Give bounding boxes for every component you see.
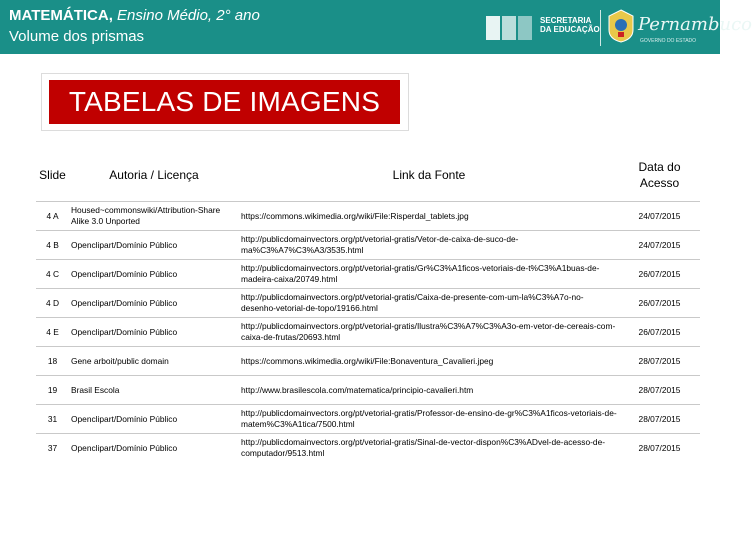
cell-link[interactable]: http://publicdomainvectors.org/pt/vetorial-gratis/Vetor-de-caixa-de-suco-de-ma%C3%A7%C3%A3/3535.html <box>239 231 619 260</box>
table-row <box>36 405 700 434</box>
cell-author: Openclipart/Domínio Público <box>69 289 239 318</box>
cell-date: 28/07/2015 <box>619 347 700 376</box>
header-slide: Slide <box>39 167 66 182</box>
cell-author: Openclipart/Domínio Público <box>69 318 239 347</box>
secretaria-line1: SECRETARIA <box>540 16 592 25</box>
page-title: TABELAS DE IMAGENS <box>68 86 381 117</box>
cell-slide: 31 <box>36 405 69 434</box>
cell-slide: 37 <box>36 434 69 463</box>
image-references-table <box>36 148 700 462</box>
table-row <box>36 347 700 376</box>
cell-link[interactable]: https://commons.wikimedia.org/wiki/File:Bonaventura_Cavalieri.jpeg <box>239 347 619 376</box>
secretaria-logo-text <box>540 16 600 34</box>
cell-author: Gene arboit/public domain <box>69 347 239 376</box>
header-course-line <box>9 7 260 24</box>
cell-date: 26/07/2015 <box>619 260 700 289</box>
state-logo-subtext: GOVERNO DO ESTADO <box>640 38 697 44</box>
cell-date: 26/07/2015 <box>619 318 700 347</box>
header-link: Link da Fonte <box>392 167 466 182</box>
cell-author: Openclipart/Domínio Público <box>69 231 239 260</box>
cell-author: Openclipart/Domínio Público <box>69 260 239 289</box>
cell-author: Openclipart/Domínio Público <box>69 434 239 463</box>
table-row <box>36 289 700 318</box>
page-header <box>0 0 752 54</box>
cell-slide: 4 A <box>36 202 69 231</box>
table-row <box>36 231 700 260</box>
cell-date: 28/07/2015 <box>619 376 700 405</box>
cell-link[interactable]: http://publicdomainvectors.org/pt/vetorial-gratis/Gr%C3%A1ficos-vetoriais-de-t%C3%A1buas-de-madeira-caixa/20749.html <box>239 260 619 289</box>
cell-link[interactable]: http://publicdomainvectors.org/pt/vetorial-gratis/Professor-de-ensino-de-gr%C3%A1ficos-vetoriais-de-matem%C3%A1tica/7500.html <box>239 405 619 434</box>
logo-divider <box>600 10 601 46</box>
cell-date: 24/07/2015 <box>619 202 700 231</box>
cell-date: 24/07/2015 <box>619 231 700 260</box>
cell-slide: 19 <box>36 376 69 405</box>
header-level: Ensino Médio, 2° ano <box>117 7 260 24</box>
cell-link[interactable]: https://commons.wikimedia.org/wiki/File:Risperdal_tablets.jpg <box>239 202 619 231</box>
state-seal-icon <box>606 8 636 44</box>
title-banner <box>49 80 400 124</box>
cell-date: 26/07/2015 <box>619 289 700 318</box>
state-logo-text: Pernambuco <box>638 14 752 35</box>
table-row <box>36 318 700 347</box>
table-row <box>36 434 700 463</box>
cell-slide: 4 C <box>36 260 69 289</box>
table-row <box>36 202 700 231</box>
cell-slide: 4 E <box>36 318 69 347</box>
cell-date: 28/07/2015 <box>619 405 700 434</box>
table-header-row <box>36 148 700 202</box>
cell-author: Brasil Escola <box>69 376 239 405</box>
header-subject: MATEMÁTICA, <box>9 7 113 24</box>
header-date: Data do Acesso <box>638 159 681 190</box>
header-topic: Volume dos prismas <box>9 28 145 45</box>
cell-link[interactable]: http://publicdomainvectors.org/pt/vetorial-gratis/Ilustra%C3%A7%C3%A3o-em-vetor-de-cereais-com-caixa-de-frutas/20693.html <box>239 318 619 347</box>
cell-slide: 4 D <box>36 289 69 318</box>
secretaria-logo-icon <box>484 12 534 44</box>
header-author: Autoria / Licença <box>109 167 199 182</box>
secretaria-line2: DA EDUCAÇÃO <box>540 25 600 34</box>
cell-slide: 18 <box>36 347 69 376</box>
cell-link[interactable]: http://publicdomainvectors.org/pt/vetorial-gratis/Sinal-de-vector-dispon%C3%ADvel-de-acesso-de-computador/9513.html <box>239 434 619 463</box>
cell-link[interactable]: http://publicdomainvectors.org/pt/vetorial-gratis/Caixa-de-presente-com-um-la%C3%A7o-no-desenho-vetorial-de-topo/19166.html <box>239 289 619 318</box>
cell-author: Openclipart/Domínio Público <box>69 405 239 434</box>
cell-author: Housed~commonswiki/Attribution-Share Alike 3.0 Unported <box>69 202 239 231</box>
cell-link[interactable]: http://www.brasilescola.com/matematica/principio-cavalieri.htm <box>239 376 619 405</box>
cell-date: 28/07/2015 <box>619 434 700 463</box>
cell-slide: 4 B <box>36 231 69 260</box>
table-row <box>36 260 700 289</box>
table-row <box>36 376 700 405</box>
